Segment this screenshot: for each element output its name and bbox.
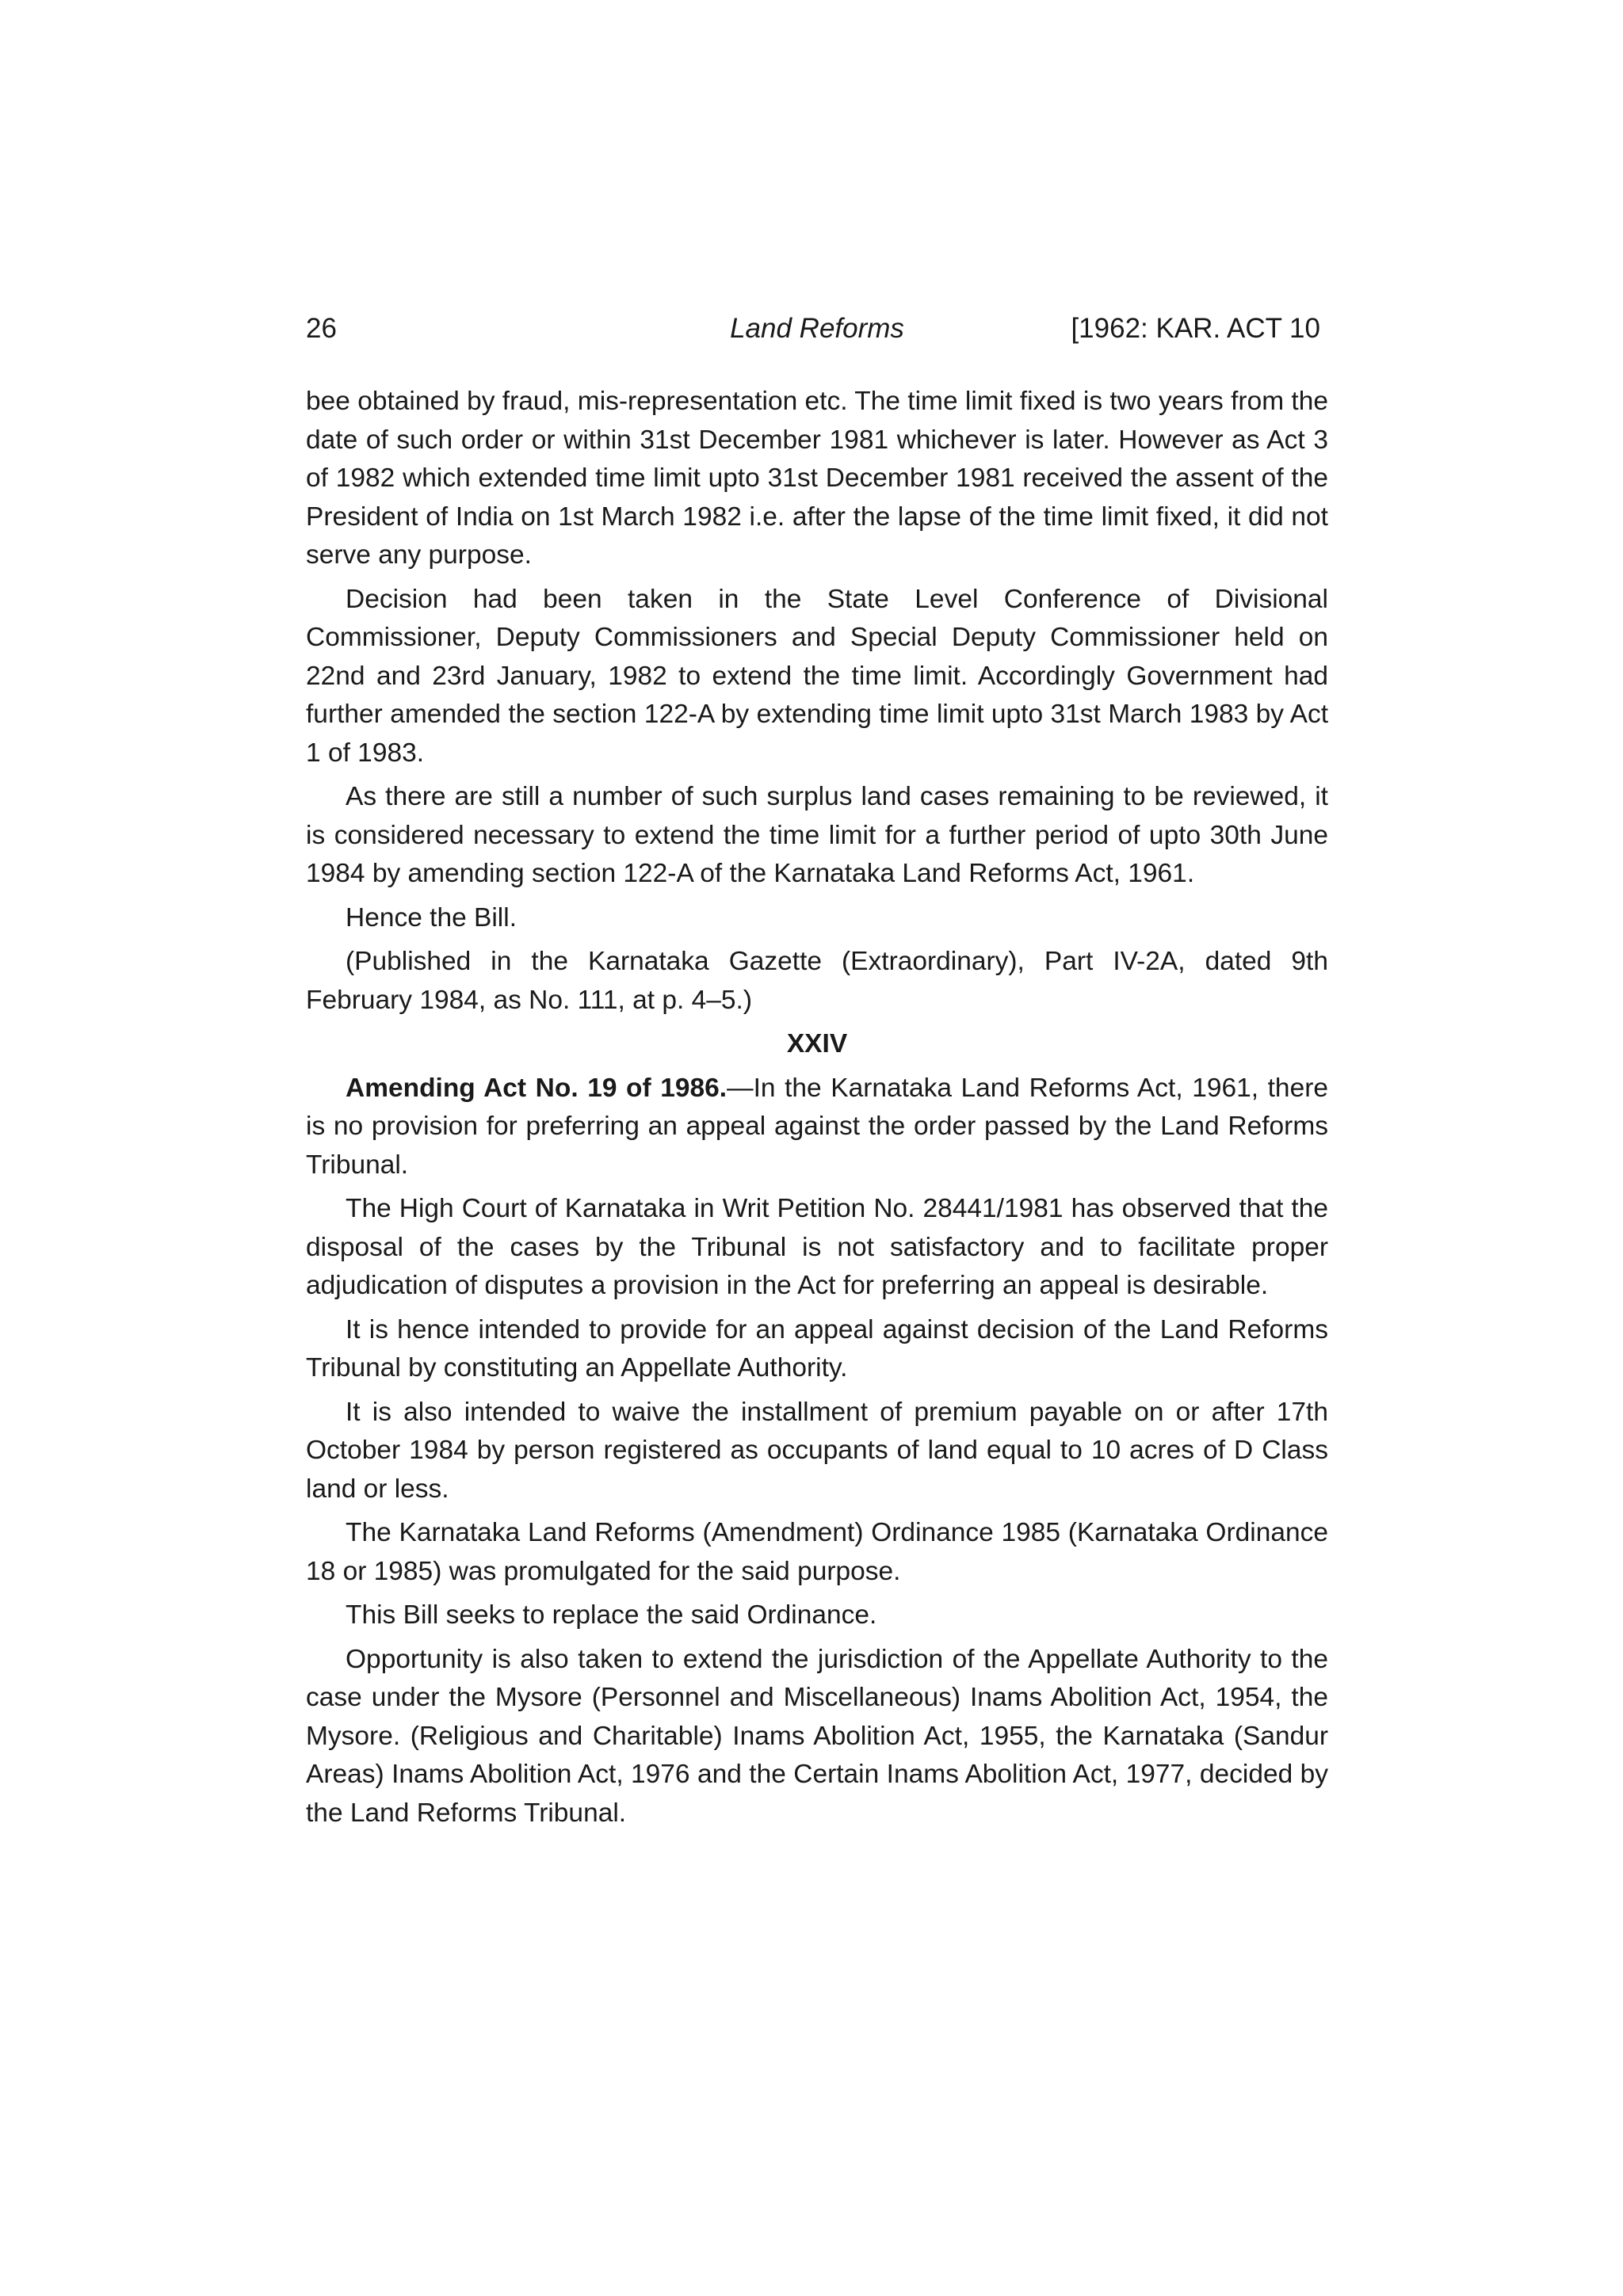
paragraph: Hence the Bill. bbox=[346, 902, 517, 933]
paragraph: The High Court of Karnataka in Writ Petition No. 28441/1981 has observed that the disposal of the cases by the Tribunal is not satisfactory and to facilitate proper adjudication of disputes a provision in the Act for preferring an appeal is desirable. bbox=[306, 1194, 1328, 1300]
paragraph-text: —In the Karnataka Land Reforms Act, 1961, there is no provision for preferring an appeal against the order passed by the Land Reforms Tribunal. bbox=[306, 1073, 1328, 1180]
document-page bbox=[306, 305, 1328, 1838]
page-number: 26 bbox=[306, 313, 337, 344]
page-header bbox=[306, 305, 1328, 353]
publication-note: (Published in the Karnataka Gazette (Extraordinary), Part IV-2A, dated 9th February 1984, as No. 111, at p. 4–5.) bbox=[306, 947, 1328, 1015]
paragraph: Opportunity is also taken to extend the jurisdiction of the Appellate Authority to the case under the Mysore (Personnel and Miscellaneous) Inams Abolition Act, 1954, the Mysore. (Religious and Charitable) Inams Abolition Act, 1955, the Karnataka (Sandur Areas) Inams Abolition Act, 1976 and the Certain Inams Abolition Act, 1977, decided by the Land Reforms Tribunal. bbox=[306, 1644, 1328, 1828]
paragraph: As there are still a number of such surplus land cases remaining to be reviewed, it is considered necessary to extend the time limit for a further period of upto 30th June 1984 by amending section 122-A of the Karnataka Land Reforms Act, 1961. bbox=[306, 782, 1328, 888]
paragraph: This Bill seeks to replace the said Ordinance. bbox=[346, 1600, 877, 1630]
amending-act-title: Amending Act No. 19 of 1986. bbox=[346, 1073, 727, 1103]
paragraph: It is hence intended to provide for an appeal against decision of the Land Reforms Tribunal by constituting an Appellate Authority. bbox=[306, 1314, 1328, 1383]
paragraph: Decision had been taken in the State Level Conference of Divisional Commissioner, Deputy Commissioners and Special Deputy Commissioner held on 22nd and 23rd January, 1982 to extend the time limit. Accordingly Government had further amended the section 122-A by extending time limit upto 31st March 1983 by Act 1 of 1983. bbox=[306, 584, 1328, 768]
paragraph: The Karnataka Land Reforms (Amendment) Ordinance 1985 (Karnataka Ordinance 18 or 1985) was promulgated for the said purpose. bbox=[306, 1518, 1328, 1586]
paragraph: It is also intended to waive the installment of premium payable on or after 17th October 1984 by person registered as occupants of land equal to 10 acres of D Class land or less. bbox=[306, 1397, 1328, 1504]
act-reference: [1962: KAR. ACT 10 bbox=[1071, 313, 1320, 344]
page-body bbox=[306, 383, 1328, 1833]
paragraph bbox=[306, 1070, 1328, 1185]
paragraph: bee obtained by fraud, mis-representation etc. The time limit fixed is two years from the date of such order or within 31st December 1981 whichever is later. However as Act 3 of 1982 which extended time limit upto 31st December 1981 received the assent of the President of India on 1st March 1982 i.e. after the lapse of the time limit fixed, it did not serve any purpose. bbox=[306, 387, 1328, 570]
section-heading: XXIV bbox=[786, 1029, 848, 1058]
running-title: Land Reforms bbox=[730, 313, 904, 344]
